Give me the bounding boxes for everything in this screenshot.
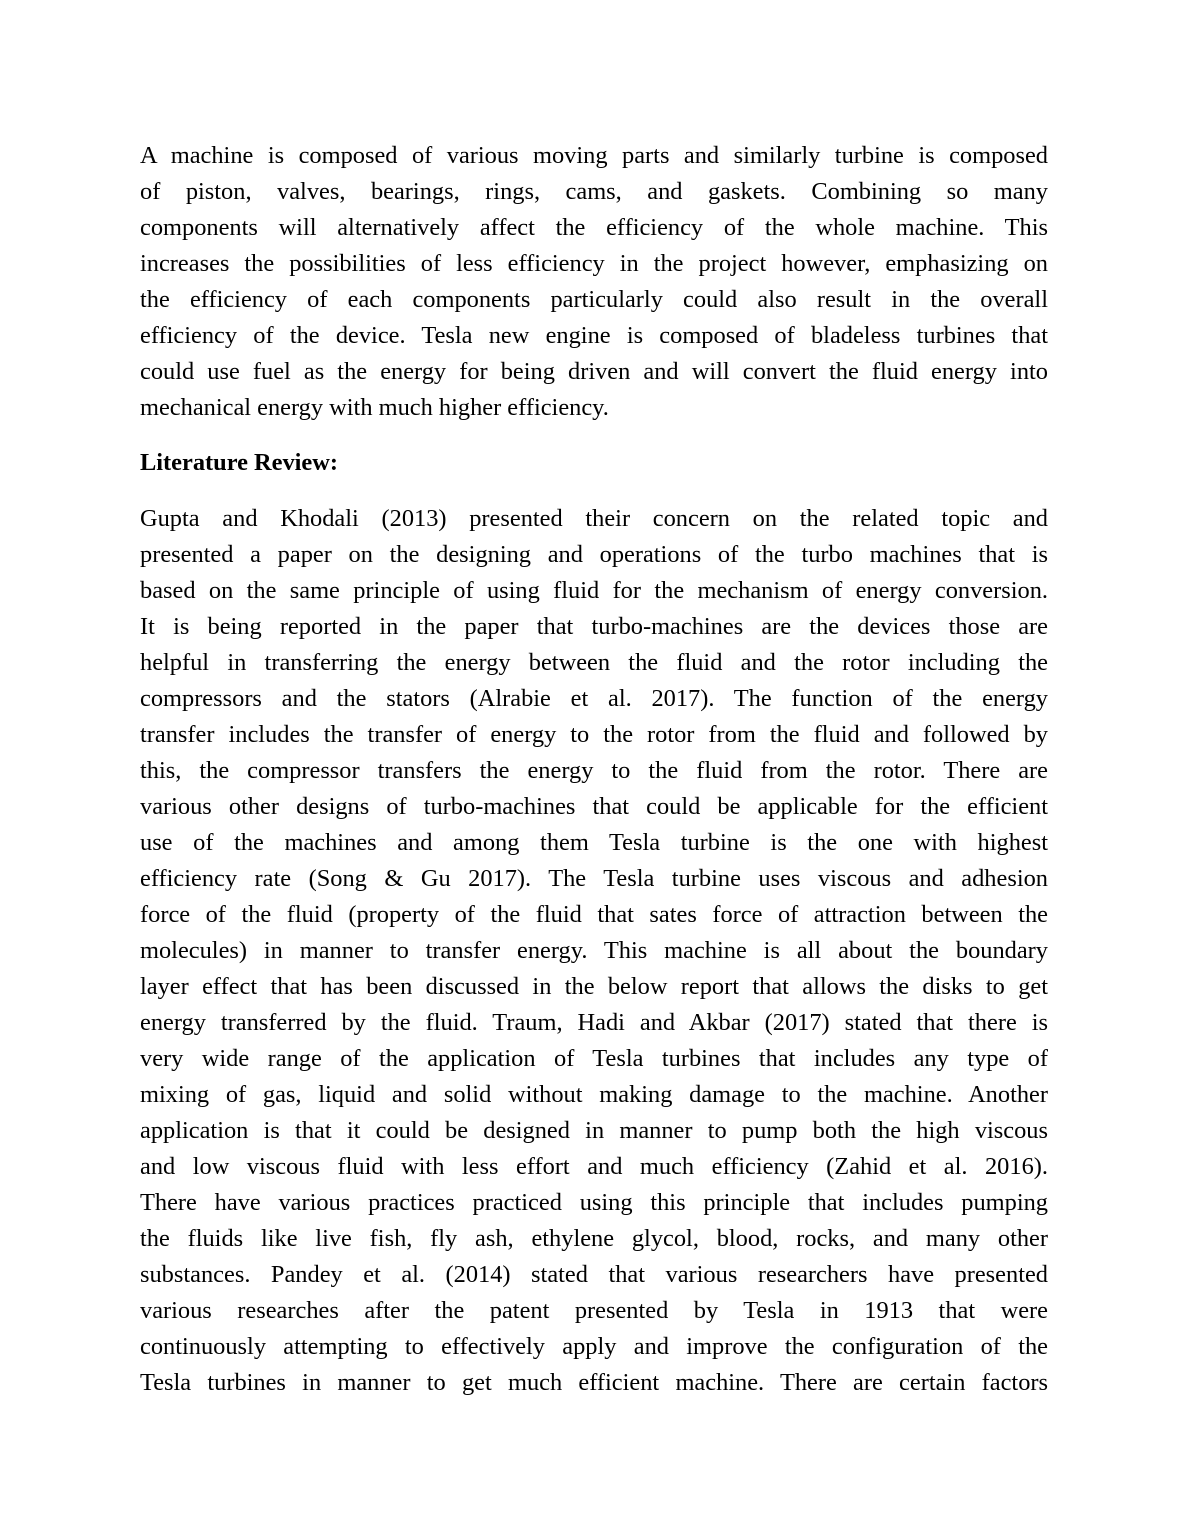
paragraph-line: continuously attempting to effectively apply and improve the configuration of the (140, 1333, 1048, 1360)
paragraph-line: It is being reported in the paper that turbo-machines are the devices those are (140, 613, 1048, 640)
paragraph-line: layer effect that has been discussed in the below report that allows the disks to get (140, 973, 1048, 1000)
paragraph-line: A machine is composed of various moving parts and similarly turbine is composed (140, 142, 1048, 169)
literature-review-paragraph (140, 501, 1048, 1401)
section-heading: Literature Review: (140, 449, 338, 476)
paragraph-line: and low viscous fluid with less effort and much efficiency (Zahid et al. 2016). (140, 1153, 1048, 1180)
paragraph-line: efficiency of the device. Tesla new engine is composed of bladeless turbines that (140, 322, 1048, 349)
paragraph-line: could use fuel as the energy for being driven and will convert the fluid energy into (140, 358, 1048, 385)
paragraph-line: components will alternatively affect the efficiency of the whole machine. This (140, 214, 1048, 241)
paragraph-line: Tesla turbines in manner to get much efficient machine. There are certain factors (140, 1369, 1048, 1396)
paragraph-line: increases the possibilities of less efficiency in the project however, emphasizing on (140, 250, 1048, 277)
paragraph-line: very wide range of the application of Tesla turbines that includes any type of (140, 1045, 1048, 1072)
paragraph-line: force of the fluid (property of the fluid that sates force of attraction between the (140, 901, 1048, 928)
paragraph-line: the efficiency of each components particularly could also result in the overall (140, 286, 1048, 313)
paragraph-line: of piston, valves, bearings, rings, cams, and gaskets. Combining so many (140, 178, 1048, 205)
paragraph-line: There have various practices practiced using this principle that includes pumping (140, 1189, 1048, 1216)
paragraph-line: based on the same principle of using fluid for the mechanism of energy conversion. (140, 577, 1048, 604)
paragraph-line: transfer includes the transfer of energy to the rotor from the fluid and followed by (140, 721, 1048, 748)
paragraph-line: molecules) in manner to transfer energy. This machine is all about the boundary (140, 937, 1048, 964)
paragraph-line: application is that it could be designed in manner to pump both the high viscous (140, 1117, 1048, 1144)
paragraph-line: Gupta and Khodali (2013) presented their concern on the related topic and (140, 505, 1048, 532)
paragraph-line: various other designs of turbo-machines that could be applicable for the efficient (140, 793, 1048, 820)
paragraph-line: helpful in transferring the energy between the fluid and the rotor including the (140, 649, 1048, 676)
paragraph-line: efficiency rate (Song & Gu 2017). The Tesla turbine uses viscous and adhesion (140, 865, 1048, 892)
paragraph-line: substances. Pandey et al. (2014) stated that various researchers have presented (140, 1261, 1048, 1288)
paragraph-line: the fluids like live fish, fly ash, ethylene glycol, blood, rocks, and many other (140, 1225, 1048, 1252)
paragraph-line: mixing of gas, liquid and solid without making damage to the machine. Another (140, 1081, 1048, 1108)
paragraph-line: mechanical energy with much higher efficiency. (140, 394, 609, 421)
paragraph-line: this, the compressor transfers the energy to the fluid from the rotor. There are (140, 757, 1048, 784)
paragraph-line: various researches after the patent presented by Tesla in 1913 that were (140, 1297, 1048, 1324)
paragraph-line: energy transferred by the fluid. Traum, Hadi and Akbar (2017) stated that there is (140, 1009, 1048, 1036)
intro-paragraph (140, 138, 1048, 426)
paragraph-line: use of the machines and among them Tesla turbine is the one with highest (140, 829, 1048, 856)
paragraph-line: compressors and the stators (Alrabie et al. 2017). The function of the energy (140, 685, 1048, 712)
paragraph-line: presented a paper on the designing and operations of the turbo machines that is (140, 541, 1048, 568)
